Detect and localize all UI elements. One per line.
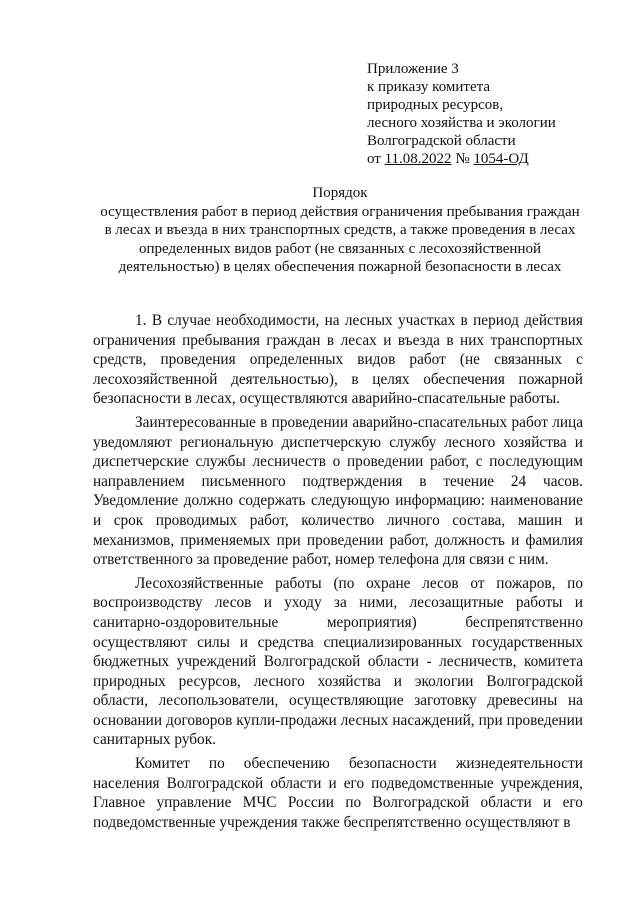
- text-line: [93, 574, 583, 594]
- word: и: [93, 511, 102, 529]
- word: по: [208, 755, 225, 773]
- word: деятельностью),: [231, 370, 338, 388]
- text-line: [93, 491, 583, 511]
- word: ними,: [359, 594, 398, 612]
- word: силы: [197, 633, 230, 651]
- word: должность: [434, 531, 505, 549]
- paragraph: [93, 413, 583, 570]
- title-heading: Порядок: [312, 185, 368, 201]
- word: последующим: [489, 453, 583, 471]
- word: лесничеств: [252, 453, 326, 471]
- appendix-header: [367, 60, 617, 168]
- word: обеспечению: [243, 755, 330, 773]
- word: лесах: [340, 331, 377, 349]
- word: МЧС: [242, 794, 277, 812]
- word: осуществляют: [93, 633, 188, 651]
- word: течение: [443, 472, 495, 490]
- word: мероприятия): [326, 613, 417, 631]
- word: уходу: [284, 594, 322, 612]
- word: о: [332, 453, 341, 471]
- text-line: [93, 711, 583, 731]
- word: направлением: [93, 472, 185, 490]
- word: древесины: [487, 692, 558, 710]
- word: пожарной: [518, 370, 583, 388]
- text-line: [93, 350, 583, 370]
- word: безопасности: [348, 755, 437, 773]
- word: подведомственные: [371, 774, 494, 792]
- word: бюджетных: [93, 653, 170, 671]
- title-line: в лесах и въезда в них транспортных средств, а также проведения в лесах: [104, 222, 576, 238]
- appendix-line: Приложение 3: [367, 61, 459, 77]
- word: пожаров,: [496, 574, 556, 592]
- word: договоров: [166, 711, 233, 729]
- word: личного: [386, 511, 440, 529]
- word: граждан: [266, 331, 321, 349]
- word: состава,: [452, 511, 506, 529]
- word: диспетчерскую: [281, 433, 382, 451]
- word: осуществляющие: [288, 692, 404, 710]
- text-line: [93, 531, 583, 551]
- word: работы: [515, 594, 563, 612]
- word: Волгоградской: [263, 653, 361, 671]
- word: въезда: [397, 331, 440, 349]
- word: определенных: [249, 351, 344, 369]
- word: Комитет: [135, 755, 190, 773]
- word: транспортных: [490, 331, 583, 349]
- word: и: [574, 511, 583, 529]
- word: с: [475, 453, 483, 471]
- word: области: [480, 794, 532, 812]
- word: Волгоградской: [166, 774, 264, 792]
- appendix-line: лесного хозяйства и экологии: [367, 115, 556, 131]
- word: лесных: [340, 711, 389, 729]
- order-date-line: [367, 150, 617, 168]
- word: машин: [517, 511, 563, 529]
- word: экологии: [414, 672, 474, 690]
- order-date: 11.08.2022: [384, 151, 452, 167]
- word: ограничения: [93, 331, 176, 349]
- word: купли-продажи: [236, 711, 337, 729]
- text-line: [93, 511, 583, 531]
- word: на: [567, 692, 583, 710]
- word: при: [276, 531, 301, 549]
- word: проведении: [347, 453, 424, 471]
- word: работ,: [430, 453, 470, 471]
- text-line: [93, 672, 583, 692]
- word: проведении: [506, 711, 583, 729]
- word: средств,: [93, 351, 147, 369]
- word: за: [333, 594, 347, 612]
- word: Волгоградской: [486, 672, 583, 690]
- word: работ: [409, 351, 446, 369]
- word: в: [419, 472, 427, 490]
- text-line: [93, 793, 583, 813]
- word: видов: [357, 351, 396, 369]
- word: Заинтересованные: [135, 413, 256, 431]
- word: в: [260, 413, 268, 431]
- word: населения: [93, 774, 160, 792]
- word: и: [263, 594, 272, 612]
- word: и: [511, 531, 520, 549]
- word: в: [446, 331, 454, 349]
- word: от: [470, 574, 485, 592]
- word: комитета: [523, 653, 583, 671]
- word: лесов: [422, 574, 459, 592]
- word: Волгоградской: [372, 794, 470, 812]
- text-line: [93, 613, 583, 633]
- word: участках: [397, 312, 456, 329]
- text-line: [93, 311, 583, 331]
- title-line: осуществления работ в период действия ограничения пребывания граждан: [100, 203, 580, 220]
- word: работ: [511, 413, 548, 431]
- word: жизнедеятельности: [455, 755, 583, 773]
- text-line: безопасности в лесах, осуществляются аварийно-спасательные работы.: [93, 390, 560, 408]
- document-title: [90, 184, 590, 277]
- paragraph: [93, 754, 583, 832]
- word: региональную: [179, 433, 274, 451]
- date-prefix: от: [367, 151, 385, 167]
- word: и: [328, 774, 337, 792]
- text-line: [93, 452, 583, 472]
- word: заготовку: [414, 692, 477, 710]
- word: лесопользователи,: [158, 692, 279, 710]
- word: и: [393, 672, 402, 690]
- text-line: [93, 633, 583, 653]
- word: аварийно-спасательных: [352, 413, 508, 431]
- order-number: 1054-ОД: [473, 151, 529, 167]
- text-line: [93, 331, 583, 351]
- word: лесохозяйственной: [93, 370, 218, 388]
- word: области,: [93, 692, 148, 710]
- word: России: [287, 794, 334, 812]
- text-line: [93, 652, 583, 672]
- word: подтверждения: [302, 472, 403, 490]
- word: случае: [167, 312, 211, 329]
- title-line: определенных видов работ (не связанных с лесохозяйственной: [138, 240, 542, 257]
- word: должно: [183, 492, 234, 510]
- text-line: [93, 370, 583, 390]
- word: учреждений: [176, 653, 257, 671]
- word: при: [478, 711, 503, 729]
- word: проводимых: [155, 511, 238, 529]
- word: специализированных: [323, 633, 463, 651]
- word: его: [562, 794, 583, 812]
- word: следующую: [310, 492, 390, 510]
- word: необходимости,: [216, 312, 320, 329]
- word: и: [383, 331, 392, 349]
- word: на: [324, 312, 340, 329]
- word: и: [543, 794, 552, 812]
- word: проведении: [306, 531, 384, 549]
- word: в: [326, 331, 335, 349]
- word: по: [345, 794, 362, 812]
- text-line: подведомственные учреждения также беспрепятственно осуществляют в: [93, 813, 571, 831]
- word: управление: [156, 794, 232, 812]
- word: беспрепятственно: [465, 613, 583, 631]
- word: насаждений,: [392, 711, 475, 729]
- word: службу: [389, 433, 437, 451]
- title-line: деятельностью) в целях обеспечения пожарной безопасности в лесах: [118, 259, 562, 275]
- word: государственных: [471, 633, 583, 651]
- text-line: санитарных рубок.: [93, 731, 216, 749]
- word: них: [460, 331, 485, 349]
- word: (не: [459, 351, 480, 369]
- text-line: [93, 593, 583, 613]
- appendix-line: к приказу комитета: [367, 79, 491, 95]
- word: области: [367, 653, 419, 671]
- word: его: [343, 774, 365, 792]
- word: пребывания: [182, 331, 260, 349]
- word: и: [574, 594, 583, 612]
- word: средства: [257, 633, 314, 651]
- word: проведении: [271, 413, 349, 431]
- word: лесничеств,: [439, 653, 517, 671]
- text-line: ответственного за проведение работ, номер телефона для связи с ним.: [93, 551, 549, 569]
- paragraph: [93, 574, 583, 750]
- word: охране: [366, 574, 411, 592]
- word: информацию:: [395, 492, 485, 510]
- text-line: [93, 413, 583, 433]
- word: Лесохозяйственные: [135, 574, 264, 592]
- word: лесов: [214, 594, 252, 612]
- word: природных: [93, 672, 166, 690]
- word: лица: [552, 413, 583, 431]
- word: наименование: [490, 492, 583, 510]
- word: 24: [510, 472, 527, 490]
- word: службы: [195, 453, 246, 471]
- word: в: [460, 312, 468, 329]
- word: работы: [275, 574, 322, 592]
- word: учреждения,: [500, 774, 583, 792]
- word: по: [567, 574, 583, 592]
- text-line: [93, 691, 583, 711]
- word: обеспечения: [423, 370, 505, 388]
- word: механизмов,: [93, 531, 175, 549]
- word: связанных: [494, 351, 563, 369]
- word: письменного: [201, 472, 286, 490]
- word: диспетчерские: [93, 453, 189, 471]
- word: содержать: [238, 492, 306, 510]
- word: и: [574, 433, 583, 451]
- word: лесного: [444, 433, 496, 451]
- appendix-line: Волгоградской области: [367, 133, 516, 149]
- word: проведения: [160, 351, 236, 369]
- text-line: [93, 754, 583, 774]
- word: ресурсов,: [178, 672, 241, 690]
- word: В: [151, 312, 163, 329]
- word: работ,: [249, 511, 289, 529]
- word: часов.: [543, 472, 583, 490]
- word: (по: [333, 574, 355, 592]
- word: период: [473, 312, 519, 329]
- word: действия: [524, 312, 583, 329]
- document-body: [93, 311, 583, 832]
- text-line: [93, 433, 583, 453]
- word: хозяйства: [503, 433, 567, 451]
- word: уведомляют: [93, 433, 172, 451]
- word: и: [239, 633, 248, 651]
- word: Уведомление: [93, 492, 179, 510]
- word: -: [426, 653, 432, 671]
- word: основании: [93, 711, 163, 729]
- text-line: [93, 472, 583, 492]
- word: лесного: [253, 672, 305, 690]
- number-prefix: №: [451, 151, 474, 167]
- word: лесных: [344, 312, 393, 329]
- word: воспроизводству: [93, 594, 203, 612]
- word: целях: [372, 370, 410, 388]
- word: в: [351, 370, 359, 388]
- word: срок: [113, 511, 144, 529]
- word: применяемых: [180, 531, 271, 549]
- appendix-line: природных ресурсов,: [367, 97, 504, 113]
- word: фамилия: [525, 531, 583, 549]
- word: области: [270, 774, 322, 792]
- word: работ,: [389, 531, 429, 549]
- word: Главное: [93, 794, 146, 812]
- word: хозяйства: [317, 672, 381, 690]
- word: санитарно-оздоровительные: [93, 613, 279, 631]
- text-line: [93, 774, 583, 794]
- word: 1.: [135, 312, 147, 329]
- word: количество: [301, 511, 375, 529]
- paragraph: [93, 311, 583, 409]
- word: лесозащитные: [409, 594, 504, 612]
- word: с: [576, 351, 583, 369]
